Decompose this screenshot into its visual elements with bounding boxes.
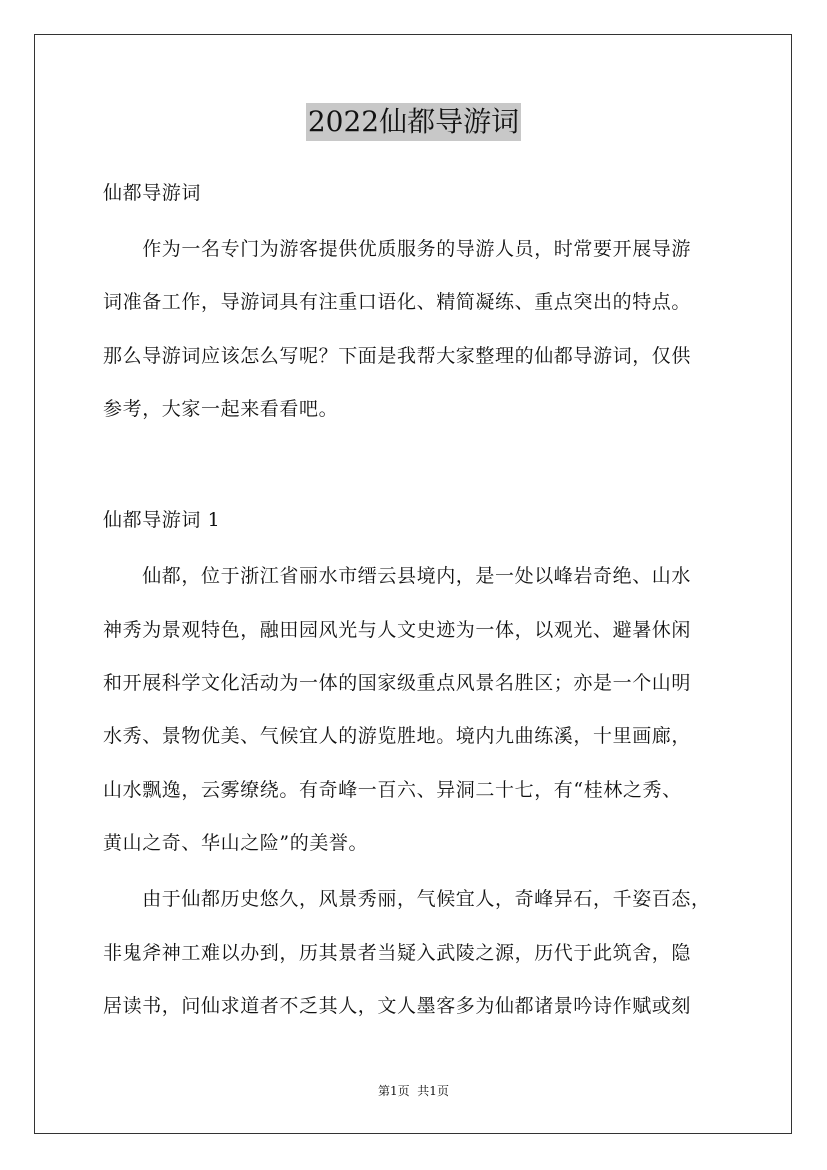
paragraph-line: 神秀为景观特色，融田园风光与人文史迹为一体，以观光、避暑休闲 — [103, 619, 692, 641]
intro-line: 参考，大家一起来看看吧。 — [103, 398, 339, 420]
intro-line: 那么导游词应该怎么写呢？下面是我帮大家整理的仙都导游词，仅供 — [103, 345, 692, 367]
paragraph-line: 山水飘逸，云雾缭绕。有奇峰一百六、异洞二十七，有“桂林之秀、 — [103, 779, 682, 801]
intro-line: 词准备工作，导游词具有注重口语化、精简凝练、重点突出的特点。 — [103, 291, 692, 313]
document-title: 2022仙都导游词 — [306, 103, 521, 141]
paragraph-line: 非鬼斧神工难以办到，历其景者当疑入武陵之源，历代于此筑舍，隐 — [103, 942, 692, 964]
page-footer: 第1页 共1页 — [378, 1084, 449, 1098]
title-container — [0, 103, 827, 141]
section-heading: 仙都导游词 — [103, 182, 202, 204]
paragraph-line: 仙都，位于浙江省丽水市缙云县境内，是一处以峰岩奇绝、山水 — [103, 565, 692, 587]
paragraph-line: 和开展科学文化活动为一体的国家级重点风景名胜区；亦是一个山明 — [103, 672, 692, 694]
section-heading: 仙都导游词 1 — [103, 509, 221, 531]
intro-line: 作为一名专门为游客提供优质服务的导游人员，时常要开展导游 — [103, 238, 692, 260]
paragraph-line: 水秀、景物优美、气候宜人的游览胜地。境内九曲练溪，十里画廊， — [103, 725, 692, 747]
paragraph-line: 由于仙都历史悠久，风景秀丽，气候宜人，奇峰异石，千姿百态， — [103, 888, 711, 910]
paragraph-line: 居读书，问仙求道者不乏其人，文人墨客多为仙都诸景吟诗作赋或刻 — [103, 995, 692, 1017]
paragraph-line: 黄山之奇、华山之险”的美誉。 — [103, 832, 369, 854]
